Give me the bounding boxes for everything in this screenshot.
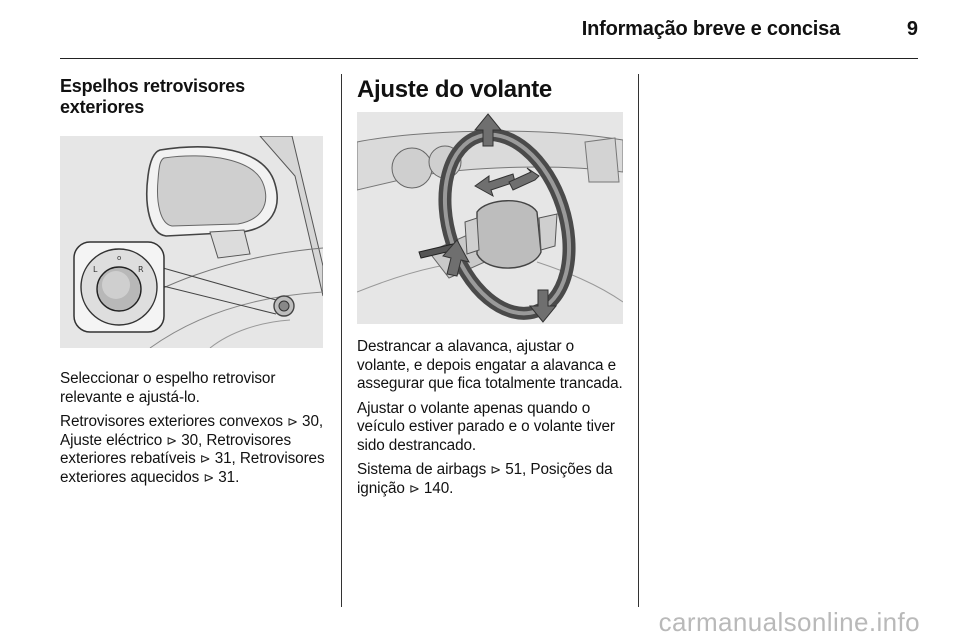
section-steering-wheel (357, 76, 625, 504)
column-divider-left (341, 74, 342, 607)
column-divider-right (638, 74, 639, 607)
mirror-references-text: Retrovisores exteriores convexos ⊳ 30, Ajuste eléctrico ⊳ 30, Retrovisores exteriores rebatíveis ⊳ 31, Retrovisores exteriores aquecidos ⊳ 31. (60, 413, 325, 486)
xref-arrow-icon: ⊳ (203, 469, 215, 485)
header-divider (60, 58, 918, 59)
mirror-instruction-text: Seleccionar o espelho retrovisor relevante e ajustá-lo. (60, 370, 276, 406)
watermark: carmanualsonline.info (658, 607, 920, 637)
page-header-title: Informação breve e concisa (581, 18, 840, 40)
steering-warning-text: Ajustar o volante apenas quando o veículo estiver parado e o volante tiver sido destrancado. (357, 399, 615, 454)
xref-arrow-icon: ⊳ (287, 414, 298, 429)
mirror-control-illustration (60, 136, 323, 348)
steering-instruction-text: Destrancar a alavanca, ajustar o volante, e depois engatar a alavanca e assegurar que fica totalmente trancada. (357, 338, 623, 392)
svg-text:o: o (117, 254, 122, 262)
xref-arrow-icon: ⊳ (408, 480, 420, 496)
svg-text:R: R (138, 265, 144, 274)
steering-references-text: Sistema de airbags ⊳ 51, Posições da ignição ⊳ 140. (357, 461, 613, 497)
section-heading-mirrors: Espelhos retrovisores exteriores (60, 76, 245, 117)
xref-arrow-icon: ⊳ (199, 451, 211, 466)
page-number: 9 (906, 18, 918, 40)
xref-arrow-icon: ⊳ (166, 432, 178, 448)
steering-wheel-illustration (357, 112, 623, 324)
section-heading-steering: Ajuste do volante (357, 76, 552, 103)
section-exterior-mirrors (60, 76, 325, 493)
xref-arrow-icon: ⊳ (490, 462, 502, 477)
svg-text:L: L (93, 265, 98, 274)
